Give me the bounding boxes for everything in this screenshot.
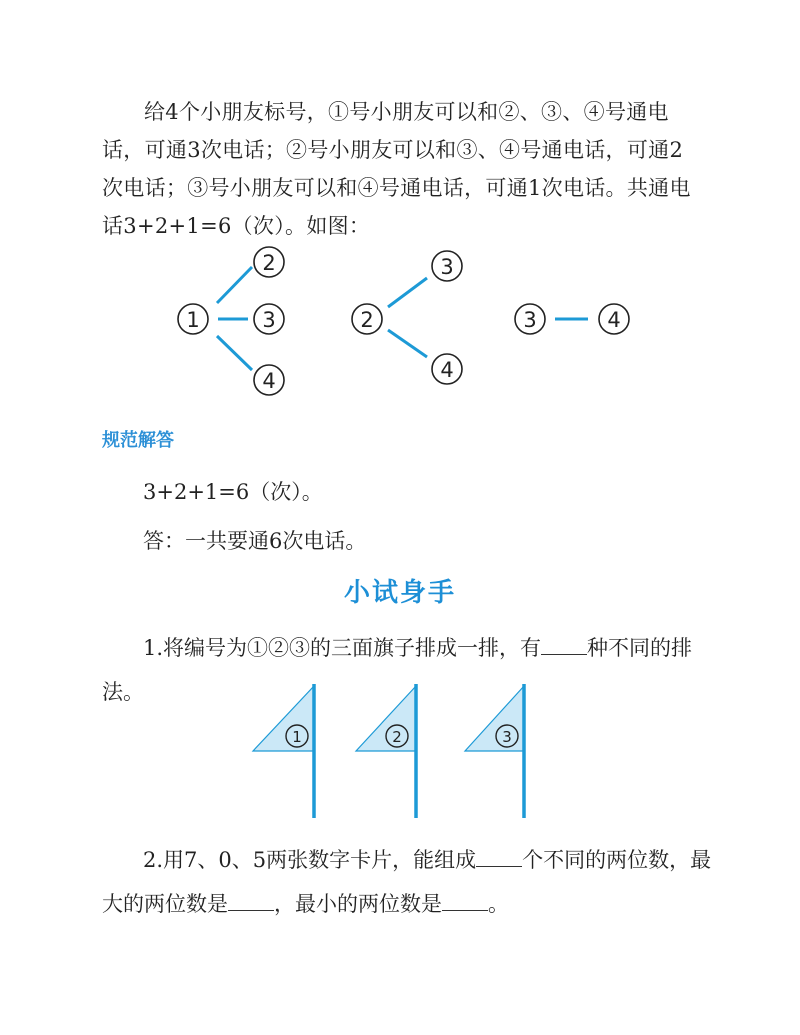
- node-1: [178, 304, 208, 334]
- node-3: [515, 304, 545, 334]
- flag-3: [465, 684, 524, 818]
- flag-1: [253, 684, 314, 818]
- question-2-text-end: 。: [488, 892, 509, 916]
- edge-2-4: [388, 330, 427, 357]
- edge-1-2: [217, 267, 252, 303]
- svg-text:1: 1: [292, 728, 302, 746]
- svg-text:3: 3: [440, 255, 454, 279]
- diagram-group-1: [178, 247, 284, 395]
- svg-text:4: 4: [607, 308, 621, 332]
- question-2: [102, 838, 712, 926]
- question-2-text-mid2: ，最小的两位数是: [274, 892, 442, 916]
- svg-text:3: 3: [523, 308, 537, 332]
- answer-blank[interactable]: [541, 634, 587, 655]
- answer-blank[interactable]: [442, 890, 488, 911]
- svg-text:2: 2: [392, 728, 402, 746]
- node-4: [432, 354, 462, 384]
- question-1-text-end: 种不同的排法。: [102, 636, 693, 704]
- explanation-paragraph: 给4个小朋友标号，①号小朋友可以和②、③、④号通电话，可通3次电话；②号小朋友可以和③、④号通电话，可通2次电话；③号小朋友可以和④号通电话，可通1次电话。共通电话3+2+1=6（次）。如图：: [102, 100, 691, 238]
- edge-1-4: [217, 336, 252, 370]
- node-2: [254, 247, 284, 277]
- svg-text:3: 3: [502, 728, 512, 746]
- node-4: [254, 365, 284, 395]
- node-3: [432, 251, 462, 281]
- diagram-group-2: [352, 251, 462, 384]
- answer-blank[interactable]: [228, 890, 274, 911]
- node-4: [599, 304, 629, 334]
- answer-text: 答：一共要通6次电话。: [143, 529, 367, 553]
- question-2-text: 2.用7、0、5两张数字卡片，能组成: [143, 848, 477, 872]
- edge-2-3: [388, 278, 427, 307]
- phone-call-diagram: [0, 0, 800, 420]
- svg-text:4: 4: [262, 369, 276, 393]
- svg-text:4: 4: [440, 358, 454, 382]
- practice-title: 小试身手: [343, 578, 456, 608]
- answer-heading: 规范解答: [102, 430, 174, 451]
- svg-text:1: 1: [186, 308, 200, 332]
- question-1-text: 1.将编号为①②③的三面旗子排成一排，有: [143, 636, 542, 660]
- answer-blank[interactable]: [476, 846, 522, 867]
- svg-text:2: 2: [262, 251, 276, 275]
- answer-formula: 3+2+1=6（次）。: [143, 480, 323, 504]
- node-2: [352, 304, 382, 334]
- svg-text:2: 2: [360, 308, 374, 332]
- question-2-text-mid: 个不同的两位数，最大的两位数是: [102, 848, 712, 916]
- diagram-group-3: [515, 304, 629, 334]
- flag-2: [356, 684, 416, 818]
- svg-text:3: 3: [262, 308, 276, 332]
- flags-figure: [0, 680, 800, 830]
- node-3: [254, 304, 284, 334]
